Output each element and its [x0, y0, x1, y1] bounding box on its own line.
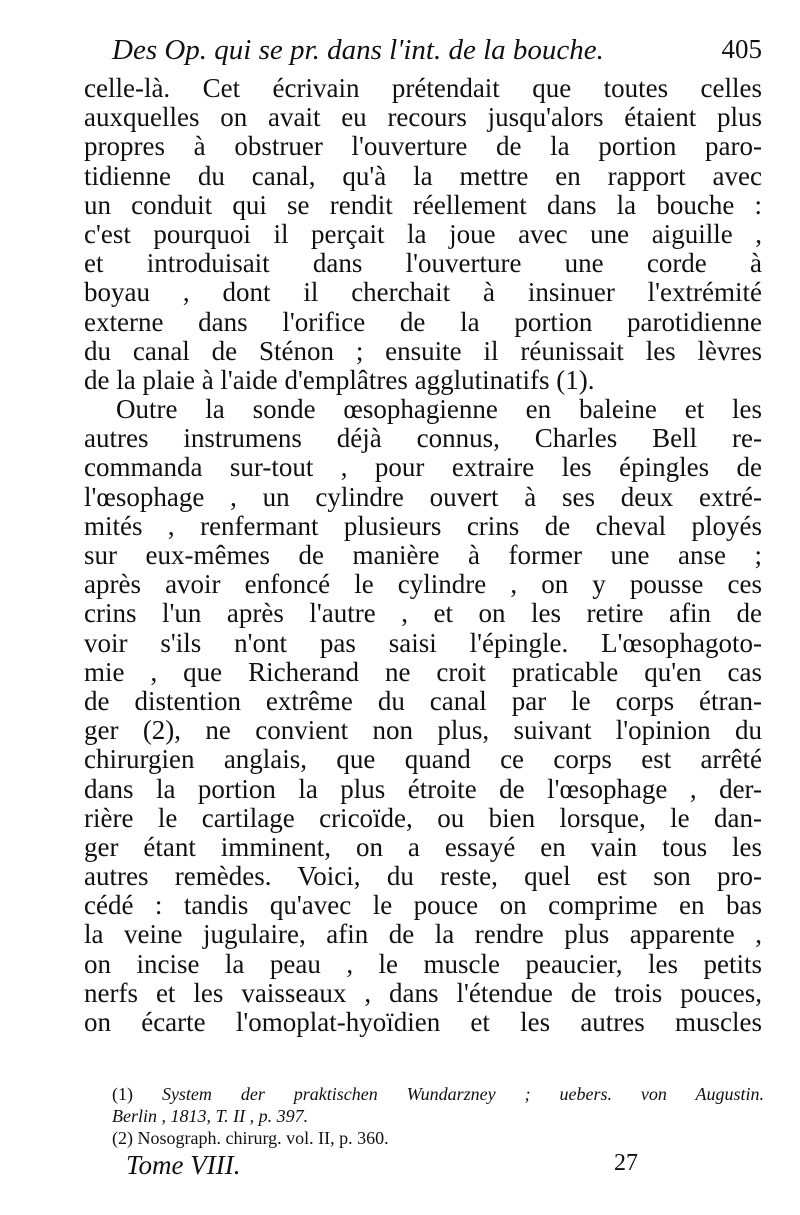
footnotes — [112, 1083, 764, 1149]
text-line: rière le cartilage cricoïde, ou bien lorsque, le dan- — [84, 803, 762, 833]
text-line: et introduisait dans l'ouverture une corde à — [84, 249, 762, 279]
text-line: ger étant imminent, on a essayé en vain tous les — [84, 832, 762, 862]
running-header — [112, 30, 762, 72]
text-line: externe dans l'orifice de la portion parotidienne — [84, 307, 762, 337]
text-line: chirurgien anglais, que quand ce corps est arrêté — [84, 745, 762, 775]
text-line: voir s'ils n'ont pas saisi l'épingle. L'œsophagoto- — [84, 628, 762, 658]
sheet-number: 27 — [614, 1150, 638, 1176]
text-line: du canal de Sténon ; ensuite il réunissait les lèvres — [84, 336, 762, 366]
footnote-1 — [112, 1083, 764, 1105]
text-line: celle-là. Cet écrivain prétendait que toutes celles — [84, 74, 762, 103]
text-line: c'est pourquoi il perçait la joue avec une aiguille , — [84, 219, 762, 249]
text-line: après avoir enfoncé le cylindre , on y pousse ces — [84, 570, 762, 600]
text-line: sur eux-mêmes de manière à former une anse ; — [84, 541, 762, 570]
text-line: ger (2), ne convient non plus, suivant l'opinion du — [84, 716, 762, 746]
text-line: mie , que Richerand ne croit praticable qu'en cas — [84, 657, 762, 687]
text-line: cédé : tandis qu'avec le pouce on comprime en bas — [84, 891, 762, 921]
text-line: auxquelles on avait eu recours jusqu'alors étaient plus — [84, 103, 762, 133]
page-footer — [126, 1150, 638, 1186]
footnote-marker: (1) — [112, 1084, 133, 1104]
text-line: autres instrumens déjà connus, Charles Bell re- — [84, 424, 762, 454]
footnote-1-continuation: Berlin , 1813, T. II , p. 397. — [112, 1106, 309, 1126]
text-line: un conduit qui se rendit réellement dans la bouche : — [84, 190, 762, 220]
text-line: dans la portion la plus étroite de l'œsophage , der- — [84, 774, 762, 804]
text-line: de distention extrême du canal par le corps étran- — [84, 686, 762, 716]
running-title: Des Op. qui se pr. dans l'int. de la bouche. — [112, 34, 604, 66]
text-line: tidienne du canal, qu'à la mettre en rapport avec — [84, 161, 762, 191]
footnote-text: System der praktischen Wundarzney ; uebers. von Augustin. — [161, 1084, 764, 1104]
volume-signature: Tome VIII. — [126, 1150, 241, 1180]
text-line: propres à obstruer l'ouverture de la portion paro- — [84, 132, 762, 162]
text-line: on écarte l'omoplat-hyoïdien et les autres muscles — [84, 1008, 762, 1037]
text-line: de la plaie à l'aide d'emplâtres agglutinatifs (1). — [84, 365, 595, 395]
text-line: autres remèdes. Voici, du reste, quel est son pro- — [84, 862, 762, 892]
text-line: Outre la sonde œsophagienne en baleine et les — [116, 395, 762, 425]
text-line: crins l'un après l'autre , et on les retire afin de — [84, 599, 762, 629]
footnote-2 — [112, 1127, 764, 1149]
footnote-text: Nosograph. chirurg. vol. II, p. 360. — [137, 1128, 389, 1148]
text-line: commanda sur-tout , pour extraire les épingles de — [84, 453, 762, 483]
body-text — [84, 74, 762, 1037]
text-line: la veine jugulaire, afin de la rendre plus apparente , — [84, 920, 762, 950]
text-line: mités , renfermant plusieurs crins de cheval ployés — [84, 511, 762, 541]
footnote-marker: (2) — [112, 1128, 133, 1148]
page-number: 405 — [721, 34, 762, 64]
text-line: nerfs et les vaisseaux , dans l'étendue de trois pouces, — [84, 978, 762, 1008]
text-line: on incise la peau , le muscle peaucier, les petits — [84, 949, 762, 979]
text-line: boyau , dont il cherchait à insinuer l'extrémité — [84, 278, 762, 308]
text-line: l'œsophage , un cylindre ouvert à ses deux extré- — [84, 482, 762, 512]
